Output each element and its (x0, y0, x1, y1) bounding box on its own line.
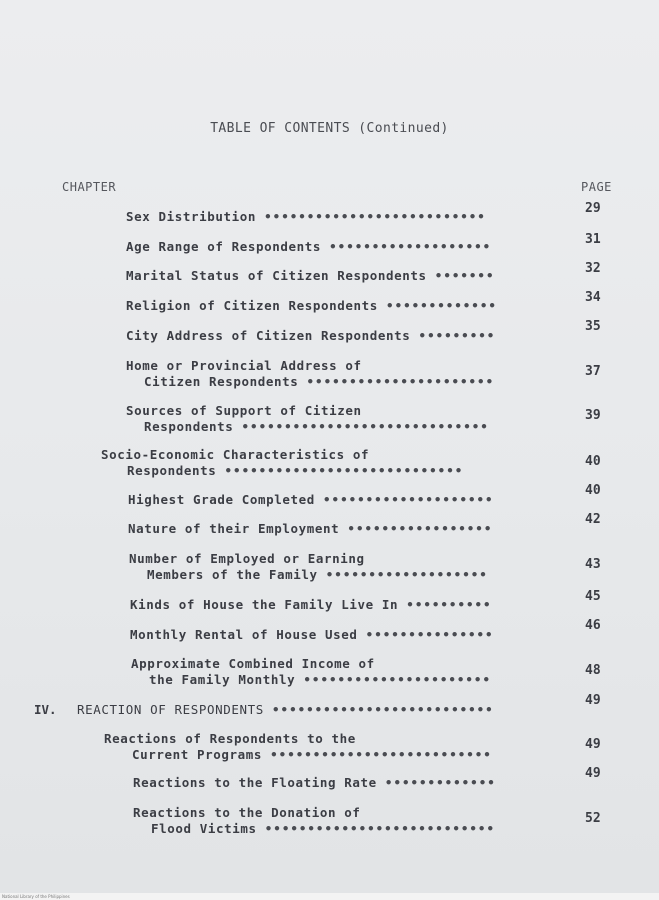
dot-leader: •••••••••••••••••••••••••••• (224, 463, 464, 478)
toc-entry (129, 551, 488, 583)
toc-entry (128, 521, 492, 537)
toc-page-number: 49 (585, 766, 601, 781)
toc-entry-label: Kinds of House the Family Live In (130, 597, 399, 612)
toc-entry-label: Age Range of Respondents (126, 239, 322, 254)
dot-leader: •••••••••••••••••••••••••• (272, 702, 494, 717)
page-title: TABLE OF CONTENTS (Continued) (210, 121, 449, 136)
toc-entry-label: Reactions to the Donation of (133, 805, 361, 820)
dot-leader: ••••••••• (418, 328, 496, 343)
toc-page-number: 49 (585, 737, 601, 752)
toc-entry-label: Approximate Combined Income of (131, 656, 375, 671)
dot-leader: ••••••••••••• (384, 775, 496, 790)
toc-page-number: 34 (585, 290, 601, 305)
toc-page-number: 31 (585, 232, 601, 247)
toc-entry (128, 492, 494, 508)
toc-entry (126, 298, 497, 314)
dot-leader: •••••••••••••••••••• (323, 492, 494, 507)
toc-entry-label: Socio-Economic Characteristics of (101, 447, 370, 462)
toc-entry-label-continued: Current Programs (132, 747, 263, 762)
toc-entry-label: REACTION OF RESPONDENTS (77, 702, 264, 717)
dot-leader: •••••••••••••••••••••• (303, 672, 491, 687)
toc-page-number: 43 (585, 557, 601, 572)
toc-entry-label-continued: Respondents (144, 419, 234, 434)
toc-entry (131, 656, 491, 688)
toc-entry-label-continued: Respondents (127, 463, 217, 478)
toc-entry-label: Number of Employed or Earning (129, 551, 365, 566)
toc-entry-label: Reactions of Respondents to the (104, 731, 356, 746)
dot-leader: ••••••••••••••••••••••••••• (264, 821, 495, 836)
chapter-entry (77, 702, 494, 718)
toc-page-number: 35 (585, 319, 601, 334)
chapter-number: IV. (34, 702, 57, 717)
toc-page-number: 40 (585, 454, 601, 469)
toc-page-number: 46 (585, 618, 601, 633)
toc-entry-label: Marital Status of Citizen Respondents (126, 268, 427, 283)
toc-entry (126, 403, 489, 435)
toc-entry (126, 209, 486, 225)
toc-entry (133, 775, 496, 791)
dot-leader: ••••••••••••••• (365, 627, 494, 642)
toc-entry (101, 447, 463, 479)
dot-leader: •••••••••• (406, 597, 492, 612)
toc-page-number: 42 (585, 512, 601, 527)
dot-leader: ••••••••••••••••• (347, 521, 493, 536)
dot-leader: ••••••••••••• (386, 298, 497, 313)
dot-leader: ••••••• (434, 268, 495, 283)
toc-entry (133, 805, 495, 837)
toc-entry-label: Monthly Rental of House Used (130, 627, 358, 642)
dot-leader: •••••••••••••••••••••••••• (270, 747, 492, 762)
toc-page-number: 37 (585, 364, 601, 379)
page-column-header: PAGE (581, 180, 612, 194)
toc-entry-label: Home or Provincial Address of (126, 358, 362, 373)
dot-leader: •••••••••••••••••••••••••• (264, 209, 486, 224)
toc-entry (126, 268, 494, 284)
toc-entry-label-continued: Flood Victims (151, 821, 257, 836)
toc-entry (126, 358, 494, 390)
dot-leader: ••••••••••••••••••••••••••••• (241, 419, 489, 434)
toc-entry (126, 328, 495, 344)
archive-footer: National Library of the Philippines (0, 893, 659, 900)
toc-page-number: 39 (585, 408, 601, 423)
toc-page-number: 52 (585, 811, 601, 826)
toc-entry-label: City Address of Citizen Respondents (126, 328, 411, 343)
toc-entry-label-continued: Citizen Respondents (144, 374, 299, 389)
toc-entry-label: Highest Grade Completed (128, 492, 315, 507)
chapter-column-header: CHAPTER (62, 180, 117, 194)
toc-entry-label-continued: Members of the Family (147, 567, 318, 582)
toc-entry-label: Reactions to the Floating Rate (133, 775, 377, 790)
toc-entry-label-continued: the Family Monthly (149, 672, 296, 687)
dot-leader: ••••••••••••••••••• (329, 239, 492, 254)
toc-entry-label: Sex Distribution (126, 209, 257, 224)
toc-entry-label: Sources of Support of Citizen (126, 403, 362, 418)
toc-entry (104, 731, 492, 763)
dot-leader: ••••••••••••••••••• (325, 567, 488, 582)
toc-entry (126, 239, 491, 255)
toc-entry (130, 627, 494, 643)
toc-page-number: 45 (585, 589, 601, 604)
toc-entry (130, 597, 492, 613)
toc-page-number: 49 (585, 693, 601, 708)
toc-page-number: 32 (585, 261, 601, 276)
toc-page-number: 29 (585, 201, 601, 216)
toc-page-number: 48 (585, 663, 601, 678)
dot-leader: •••••••••••••••••••••• (306, 374, 495, 389)
toc-page-number: 40 (585, 483, 601, 498)
toc-entry-label: Religion of Citizen Respondents (126, 298, 378, 313)
toc-entry-label: Nature of their Employment (128, 521, 340, 536)
